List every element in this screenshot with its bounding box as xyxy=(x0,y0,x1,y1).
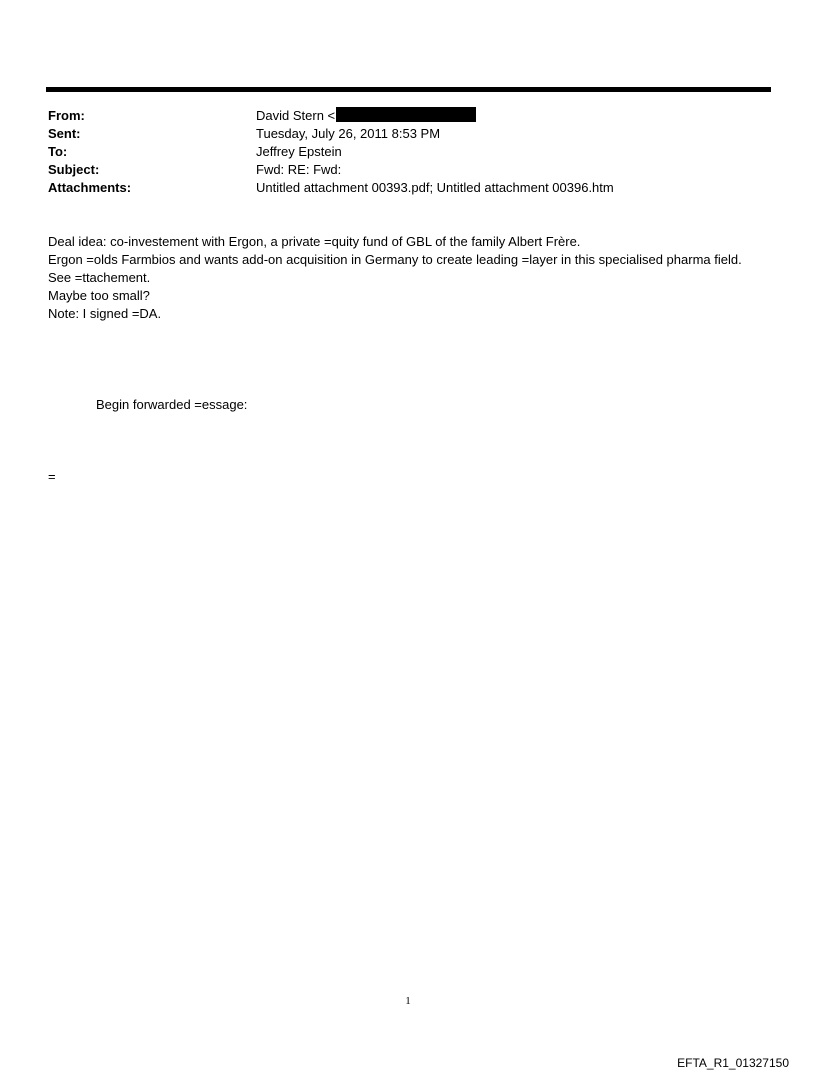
subject-label: Subject: xyxy=(48,162,100,177)
body-line: Deal idea: co-investement with Ergon, a private =quity fund of GBL of the family Albert Frère. xyxy=(48,234,581,249)
subject-value: Fwd: RE: Fwd: xyxy=(256,162,342,177)
email-body xyxy=(48,233,778,323)
page-number: 1 xyxy=(405,995,411,1007)
forwarded-message-heading: Begin forwarded =essage: xyxy=(96,397,248,412)
header-divider xyxy=(46,87,771,92)
attachments-row xyxy=(48,179,768,197)
from-row xyxy=(48,107,768,125)
trailing-equals: = xyxy=(48,469,56,484)
body-line: See =ttachement. xyxy=(48,270,151,285)
email-header xyxy=(48,107,768,197)
subject-row xyxy=(48,161,768,179)
from-label: From: xyxy=(48,108,85,123)
to-row xyxy=(48,143,768,161)
attachments-value: Untitled attachment 00393.pdf; Untitled attachment 00396.htm xyxy=(256,180,614,195)
to-label: To: xyxy=(48,144,68,159)
document-id: EFTA_R1_01327150 xyxy=(677,1056,789,1070)
sent-value: Tuesday, July 26, 2011 8:53 PM xyxy=(256,126,441,141)
body-line: Note: I signed =DA. xyxy=(48,306,162,321)
body-line: Maybe too small? xyxy=(48,288,150,303)
to-value: Jeffrey Epstein xyxy=(256,144,342,159)
body-line: Ergon =olds Farmbios and wants add-on acquisition in Germany to create leading =layer in this specialised pharma field. xyxy=(48,252,742,267)
sent-label: Sent: xyxy=(48,126,81,141)
attachments-label: Attachments: xyxy=(48,180,132,195)
from-value xyxy=(256,107,768,125)
from-name: David Stern < xyxy=(256,108,336,123)
redacted-email-block xyxy=(336,107,476,122)
sent-row xyxy=(48,125,768,143)
